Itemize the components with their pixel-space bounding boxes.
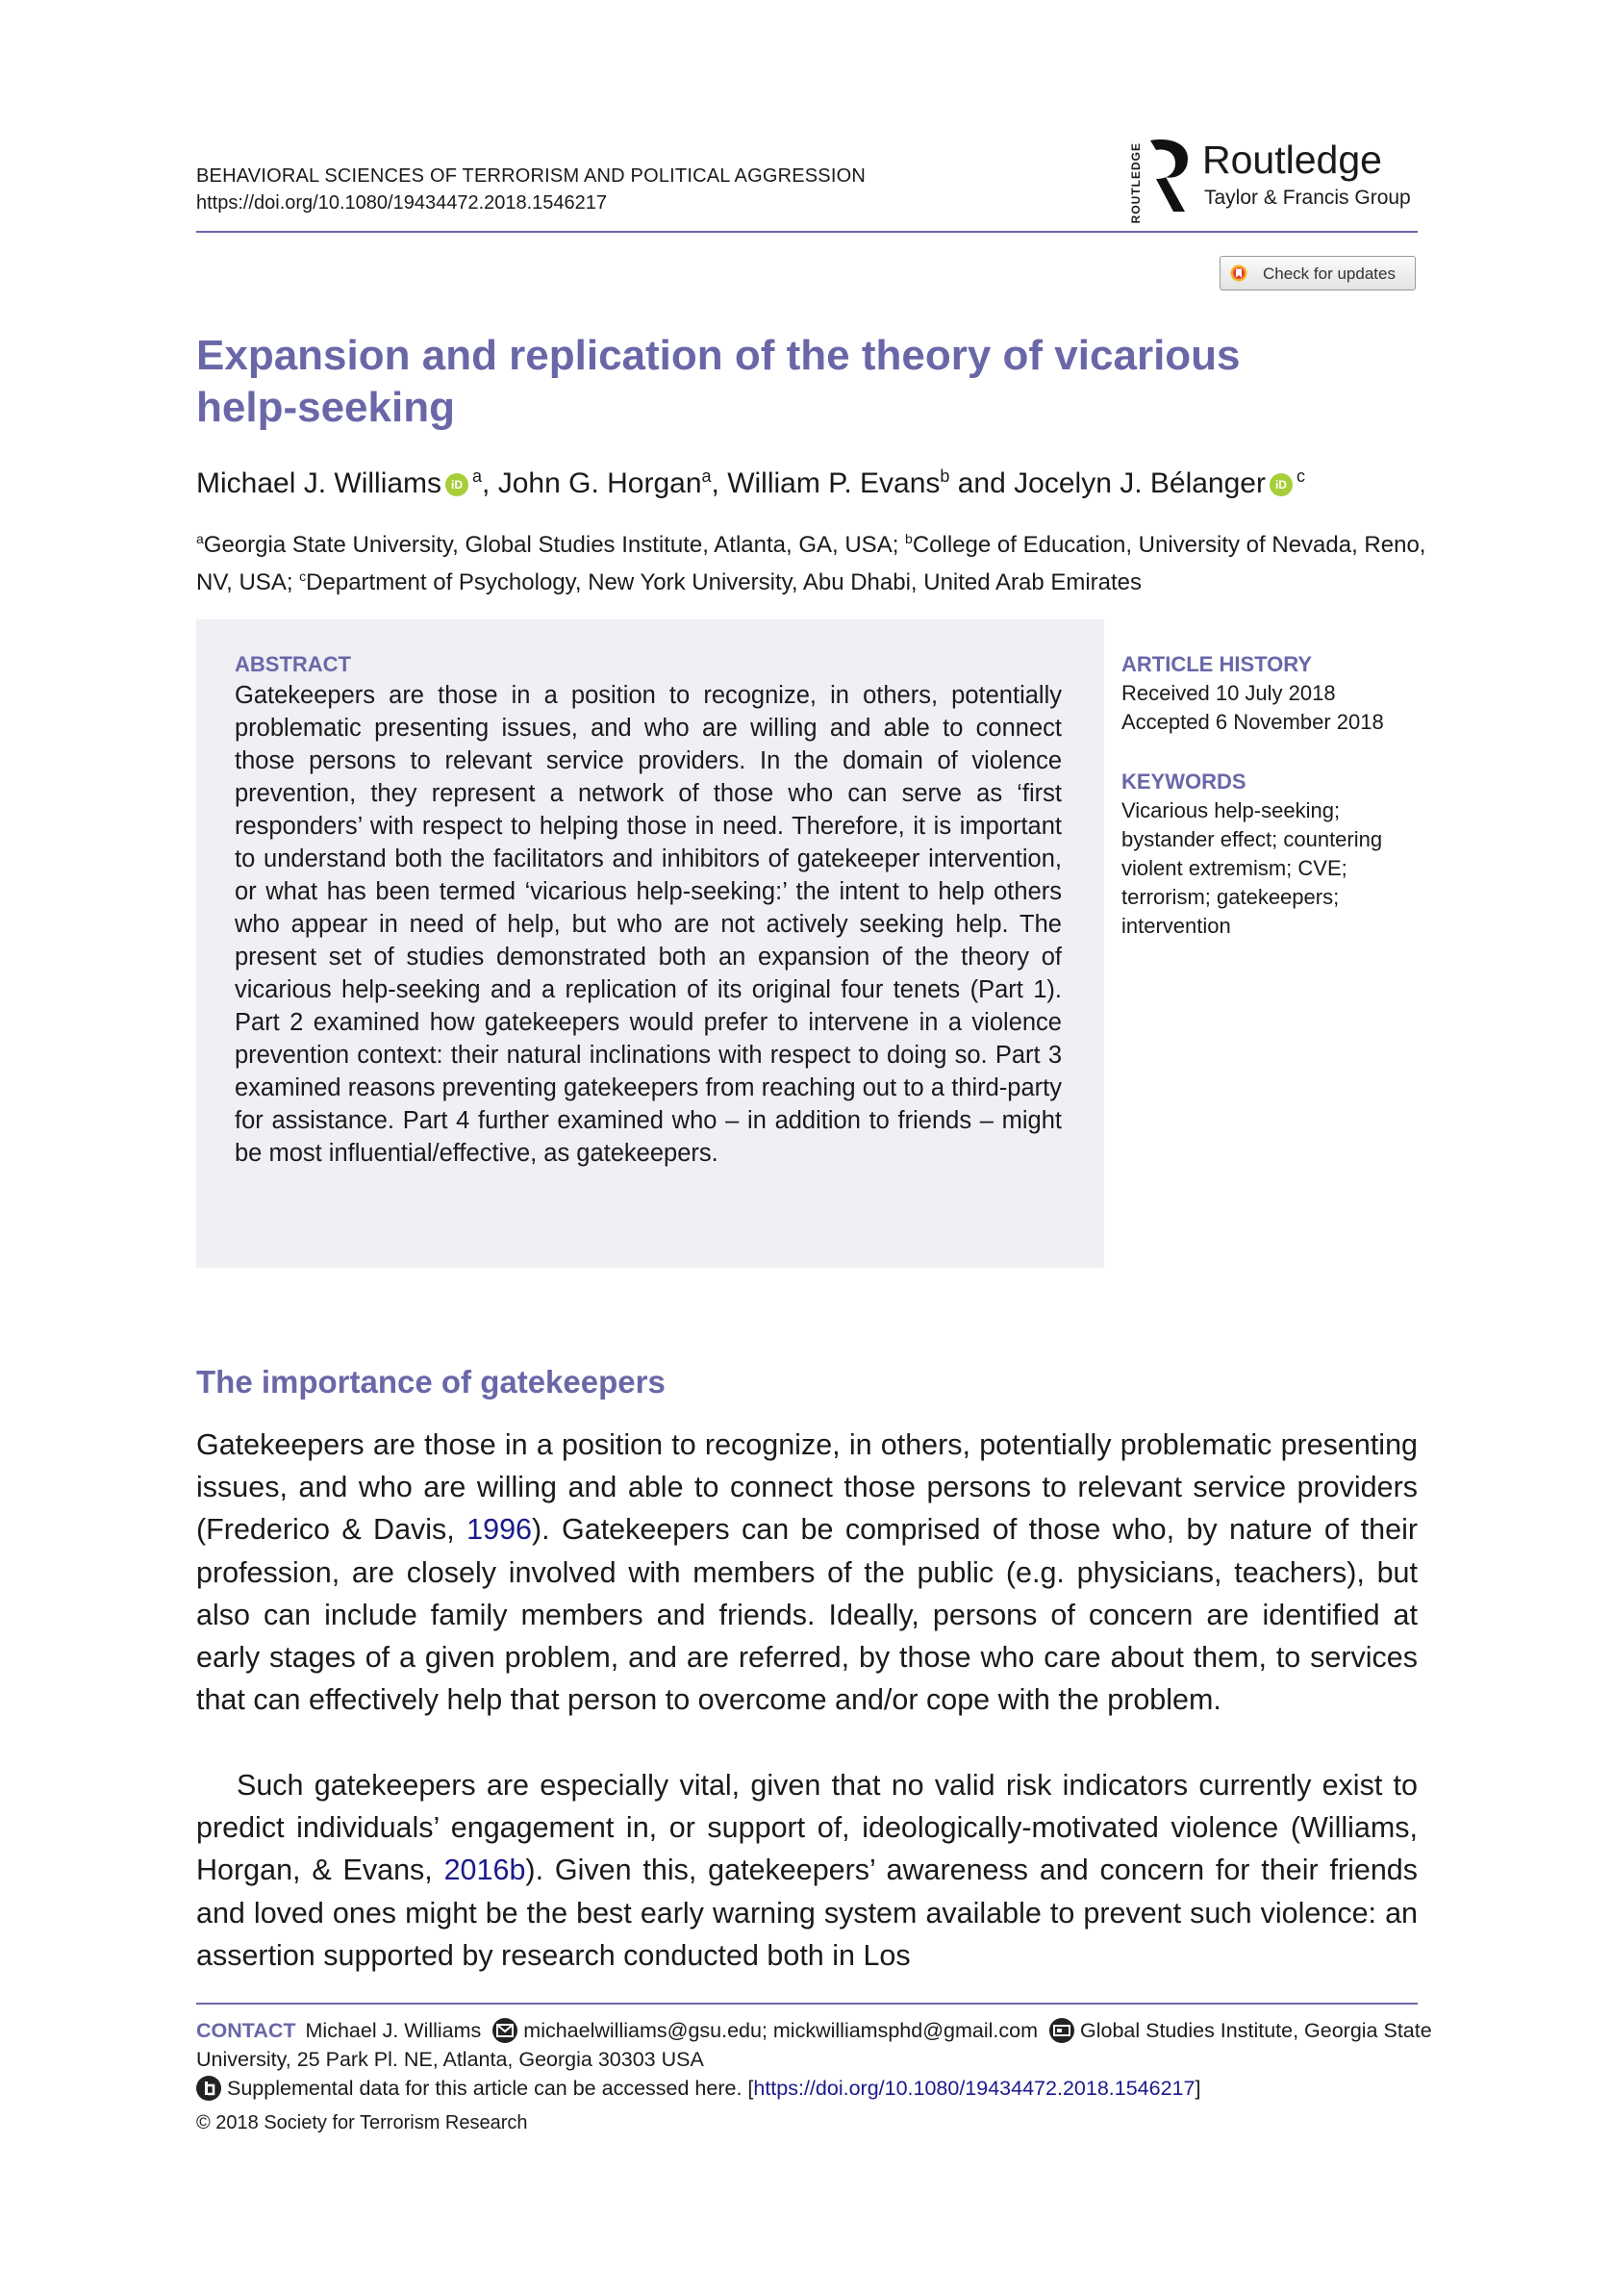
keywords: [1121, 768, 1429, 941]
supplemental-text: Supplemental data for this article can be accessed here.: [227, 2077, 743, 2100]
orcid-icon[interactable]: iD: [445, 473, 468, 496]
keywords-text: Vicarious help-seeking; bystander effect; countering violent extremism; CVE; terrorism; gatekeepers; intervention: [1121, 798, 1383, 938]
author-conjunction: and: [957, 467, 1006, 499]
affiliation-marker: b: [940, 467, 950, 486]
affiliation-c: Department of Psychology, New York University, Abu Dhabi, United Arab Emirates: [306, 569, 1143, 595]
received-date: Received 10 July 2018: [1121, 681, 1336, 705]
footer-rule: [196, 2003, 1418, 2005]
journal-name: BEHAVIORAL SCIENCES OF TERRORISM AND POLITICAL AGGRESSION: [196, 165, 866, 187]
affiliation-marker: b: [905, 531, 913, 546]
paragraph-text: Gatekeepers are those in a position to recognize, in others, potentially problematic presenting issues, and who are willing and able to connect those persons to relevant service providers (Frederico & Davis,: [196, 1428, 1418, 1547]
contact-name: Michael J. Williams: [305, 2019, 482, 2042]
author-name: William P. Evans: [727, 467, 941, 499]
contact-emails[interactable]: michaelwilliams@gsu.edu; mickwilliamsphd@gmail.com: [523, 2019, 1038, 2042]
citation-link[interactable]: 2016b: [443, 1854, 526, 1887]
supplemental-link[interactable]: https://doi.org/10.1080/19434472.2018.1546217: [753, 2077, 1196, 2100]
accepted-date: Accepted 6 November 2018: [1121, 710, 1384, 734]
contact-label: CONTACT: [196, 2019, 296, 2042]
supplemental-icon: [196, 2076, 221, 2101]
contact-info: [196, 2016, 1437, 2074]
publisher-name: Routledge: [1202, 138, 1382, 182]
citation-link[interactable]: 1996: [466, 1513, 533, 1547]
body-paragraph: [196, 1764, 1418, 1977]
abstract-text: Gatekeepers are those in a position to recognize, in others, potentially problematic presenting issues, and who are willing and able to connect those persons to relevant service providers. In the domain of violence prevention, they represent a network of those who can serve as ‘first responders’ with respect to helping those in need. Therefore, it is important to understand both the facilitators and inhibitors of gatekeeper intervention, or what has been termed ‘vicarious help-seeking:’ the intent to help others who appear in need of help, but who are not actively seeking help. The present set of studies demonstrated both an expansion of the theory of vicarious help-seeking and a replication of its original four tenets (Part 1). Part 2 examined how gatekeepers would prefer to intervene in a violence prevention context: their natural inclinations with respect to doing so. Part 3 examined reasons preventing gatekeepers from reaching out to a third-party for assistance. Part 4 further examined who – in addition to friends – might be most influential/effective, as gatekeepers.: [235, 682, 1062, 1167]
paragraph-text: ). Given this, gatekeepers’ awareness and concern for their friends and loved ones might be the best early warning system available to prevent such violence: an assertion supported by research conducted both in Los: [196, 1854, 1419, 1972]
affiliation-marker: a: [701, 467, 712, 486]
orcid-icon[interactable]: iD: [1270, 473, 1293, 496]
body-paragraph: [196, 1424, 1418, 1721]
affiliation-marker: a: [472, 467, 483, 486]
affiliation-marker: a: [196, 531, 204, 546]
check-for-updates-button[interactable]: [1220, 256, 1416, 290]
affiliations: [196, 523, 1437, 598]
affiliation-b: College of Education, University of Nevada, Reno, NV, USA;: [196, 532, 1426, 595]
doi-link[interactable]: https://doi.org/10.1080/19434472.2018.1546217: [196, 192, 608, 214]
check-for-updates-label: Check for updates: [1263, 265, 1396, 283]
affiliation-marker: c: [1296, 467, 1305, 486]
keywords-heading: KEYWORDS: [1121, 770, 1246, 794]
author-name: John G. Horgan: [497, 467, 702, 499]
article-history-heading: ARTICLE HISTORY: [1121, 652, 1313, 676]
header-rule: [196, 231, 1418, 233]
crossmark-icon: [1230, 265, 1247, 282]
contact-address: Global Studies Institute, Georgia State University, 25 Park Pl. NE, Atlanta, Georgia 30303 USA: [196, 2019, 1432, 2071]
publisher-vertical-label: ROUTLEDGE: [1129, 142, 1143, 224]
publisher-group: Taylor & Francis Group: [1204, 187, 1411, 209]
address-icon: [1049, 2018, 1074, 2043]
copyright: © 2018 Society for Terrorism Research: [196, 2112, 528, 2133]
article-history: [1121, 650, 1429, 737]
affiliation-marker: c: [299, 568, 307, 584]
paragraph-text: ). Gatekeepers can be comprised of those who, by nature of their profession, are closely involved with members of the public (e.g. physicians, teachers), but also can include family members and friends. Ideally, persons of concern are identified at early stages of a given problem, and are referred, by those who care about them, to services that can effectively help that person to overcome and/or cope with the problem.: [196, 1513, 1419, 1717]
supplemental-note: Supplemental data for this article can be accessed here. [https://doi.org/10.1080/19434472.2018.1546217]: [196, 2074, 1437, 2103]
author-name: Michael J. Williams: [196, 467, 442, 499]
routledge-logo: [1143, 137, 1200, 215]
paragraph-text: Such gatekeepers are especially vital, given that no valid risk indicators currently exist to predict individuals’ engagement in, or support of, ideologically-motivated violence (Williams, Horgan, & Evans,: [196, 1769, 1418, 1887]
email-icon: [492, 2018, 517, 2043]
abstract-heading: ABSTRACT: [235, 652, 351, 676]
author-name: Jocelyn J. Bélanger: [1014, 467, 1266, 499]
section-heading: The importance of gatekeepers: [196, 1364, 666, 1400]
article-title: Expansion and replication of the theory of vicarious help-seeking: [196, 332, 1241, 431]
author-list: Michael J. Williams iD $^a$, John G. Horgan$^a$, William P. Evans$^b$ and Jocelyn J. Bélanger iD $^c$: [196, 467, 1305, 499]
affiliation-a: Georgia State University, Global Studies Institute, Atlanta, GA, USA;: [203, 532, 899, 558]
